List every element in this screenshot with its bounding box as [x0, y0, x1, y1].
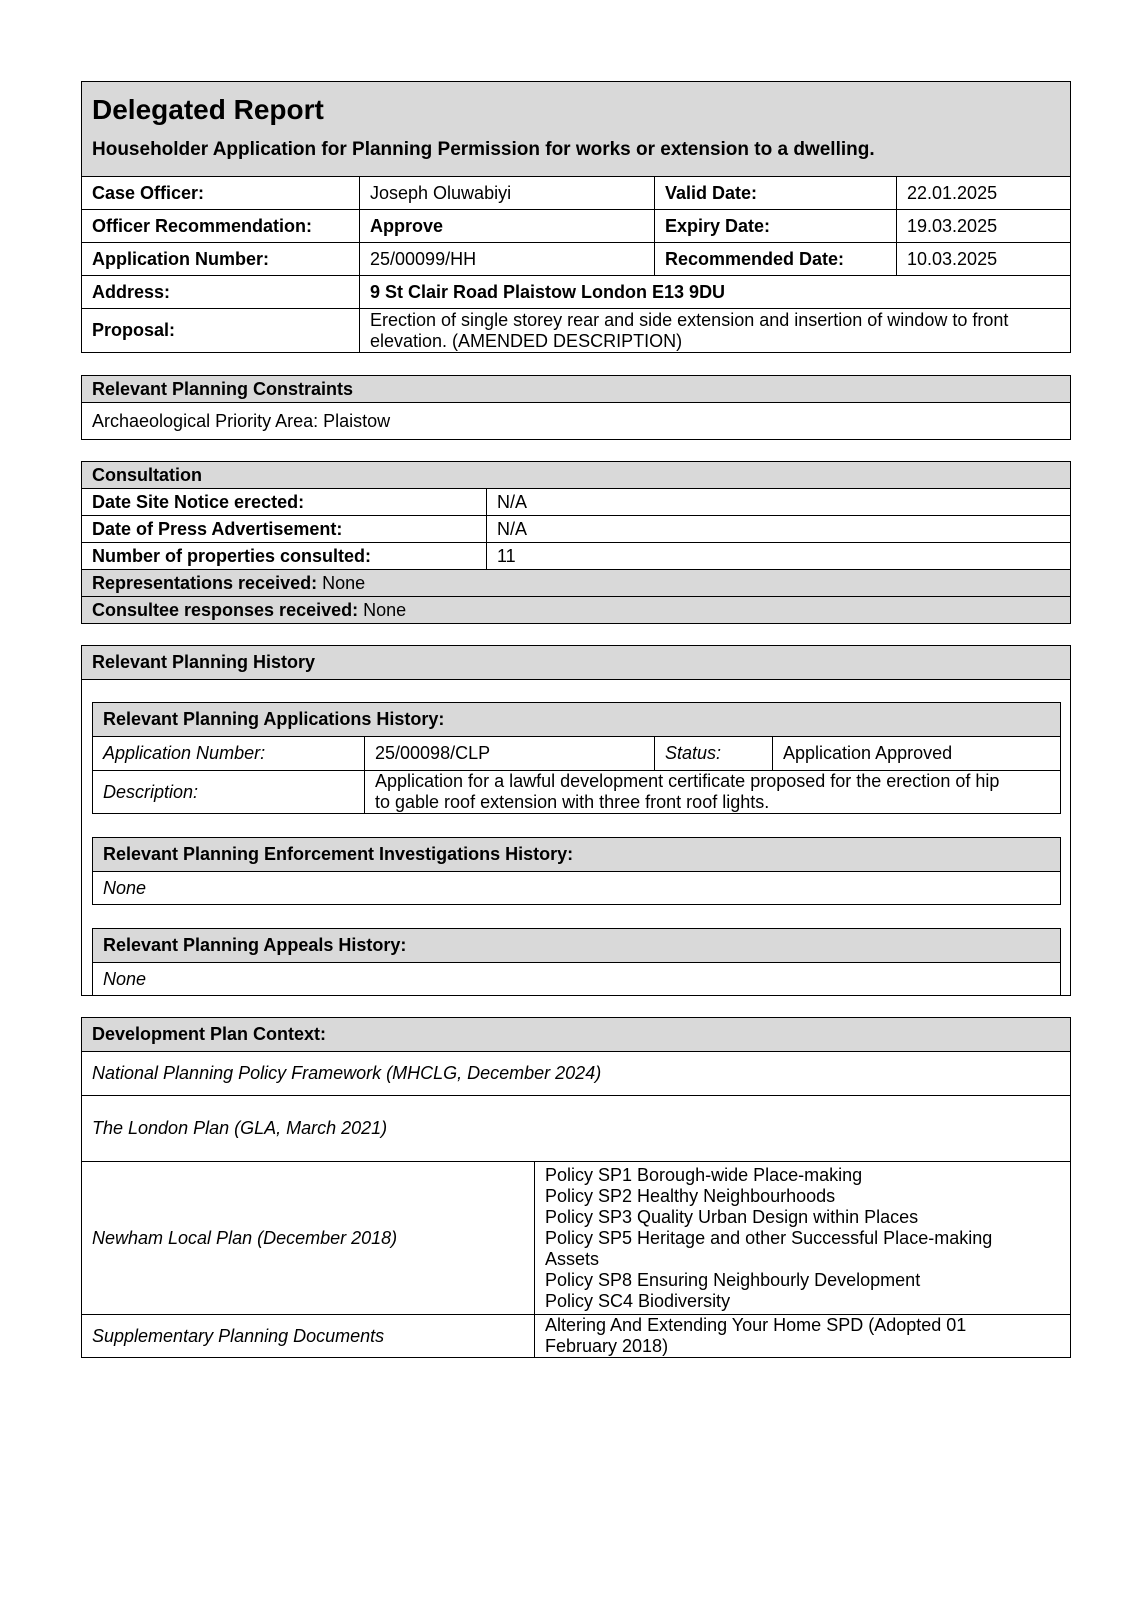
- applications-history-heading: Relevant Planning Applications History:: [93, 703, 1060, 736]
- spd-line-2: February 2018): [545, 1336, 669, 1356]
- enforcement-history-table: [92, 837, 1061, 905]
- address-label: Address:: [92, 281, 171, 302]
- properties-consulted-label: Number of properties consulted:: [92, 545, 372, 566]
- consultation-table: [81, 461, 1071, 624]
- description-value: [365, 771, 1060, 813]
- app-number-label: Application Number:: [103, 743, 266, 763]
- recommendation-value: Approve: [370, 215, 444, 236]
- proposal-value: [360, 309, 1069, 352]
- properties-consulted-value: 11: [497, 545, 516, 566]
- details-table: [81, 176, 1071, 353]
- address-value: 9 St Clair Road Plaistow London E13 9DU: [370, 281, 726, 302]
- case-officer-value: Joseph Oluwabiyi: [370, 182, 512, 203]
- status-label: Status:: [665, 743, 722, 763]
- site-notice-value: N/A: [497, 491, 528, 512]
- policy-item: Policy SP3 Quality Urban Design within Places: [545, 1206, 919, 1227]
- applications-history-table: [92, 702, 1061, 814]
- representations-row: [82, 570, 1070, 596]
- application-number-label: Application Number:: [92, 248, 270, 269]
- history-heading: Relevant Planning History: [82, 646, 1070, 679]
- consultee-value: None: [358, 599, 407, 620]
- constraints-value: Archaeological Priority Area: Plaistow: [92, 410, 391, 431]
- policy-item: Policy SP5 Heritage and other Successful Place-making: [545, 1227, 993, 1248]
- site-notice-label: Date Site Notice erected:: [92, 491, 305, 512]
- representations-label: Representations received:: [92, 572, 318, 593]
- representations-value: None: [317, 572, 366, 593]
- spd-label: Supplementary Planning Documents: [92, 1325, 385, 1346]
- appeals-value: None: [103, 969, 147, 989]
- nppf: National Planning Policy Framework (MHCLG, December 2024): [92, 1063, 602, 1083]
- spd-line-1: Altering And Extending Your Home SPD (Adopted 01: [545, 1315, 967, 1335]
- valid-date-value: 22.01.2025: [907, 182, 998, 203]
- recommendation-label: Officer Recommendation:: [92, 215, 313, 236]
- constraints-table: [81, 375, 1071, 440]
- app-number-value: 25/00098/CLP: [375, 743, 491, 763]
- constraints-heading: Relevant Planning Constraints: [82, 376, 1070, 402]
- policy-item: Assets: [545, 1248, 600, 1269]
- recommended-date-value: 10.03.2025: [907, 248, 998, 269]
- appeals-history-table: [92, 928, 1061, 996]
- expiry-date-value: 19.03.2025: [907, 215, 998, 236]
- policy-item: Policy SC4 Biodiversity: [545, 1290, 731, 1311]
- press-advert-label: Date of Press Advertisement:: [92, 518, 343, 539]
- spd-value: [535, 1315, 1070, 1357]
- status-value: Application Approved: [783, 743, 953, 763]
- case-officer-label: Case Officer:: [92, 182, 205, 203]
- development-plan-table: [81, 1017, 1071, 1358]
- enforcement-heading: Relevant Planning Enforcement Investigations History:: [93, 838, 1060, 871]
- consultee-label: Consultee responses received:: [92, 599, 359, 620]
- report-title: Delegated Report: [92, 94, 324, 125]
- policy-item: Policy SP2 Healthy Neighbourhoods: [545, 1185, 836, 1206]
- proposal-line-1: Erection of single storey rear and side extension and insertion of window to front: [370, 309, 1009, 330]
- recommended-date-label: Recommended Date:: [665, 248, 845, 269]
- appeals-heading: Relevant Planning Appeals History:: [93, 929, 1060, 962]
- plan-context-heading: Development Plan Context:: [82, 1018, 1070, 1051]
- london-plan: The London Plan (GLA, March 2021): [92, 1118, 388, 1138]
- description-label: Description:: [103, 781, 199, 802]
- report-header: [81, 81, 1071, 177]
- policy-item: Policy SP8 Ensuring Neighbourly Development: [545, 1269, 921, 1290]
- consultee-row: [82, 597, 1070, 623]
- press-advert-value: N/A: [497, 518, 528, 539]
- expiry-date-label: Expiry Date:: [665, 215, 771, 236]
- proposal-line-2: elevation. (AMENDED DESCRIPTION): [370, 330, 683, 351]
- consultation-heading: Consultation: [82, 462, 1070, 488]
- enforcement-value: None: [103, 877, 147, 898]
- description-line-1: Application for a lawful development certificate proposed for the erection of hip: [375, 771, 1000, 791]
- report-subtitle: Householder Application for Planning Permission for works or extension to a dwelling.: [92, 139, 875, 160]
- application-number-value: 25/00099/HH: [370, 248, 477, 269]
- policy-item: Policy SP1 Borough-wide Place-making: [545, 1164, 863, 1185]
- proposal-label: Proposal:: [92, 320, 176, 340]
- description-line-2: to gable roof extension with three front roof lights.: [375, 792, 770, 812]
- planning-history-section: [81, 645, 1071, 996]
- valid-date-label: Valid Date:: [665, 182, 758, 203]
- policy-list: [535, 1162, 1070, 1314]
- local-plan-label: Newham Local Plan (December 2018): [92, 1227, 398, 1248]
